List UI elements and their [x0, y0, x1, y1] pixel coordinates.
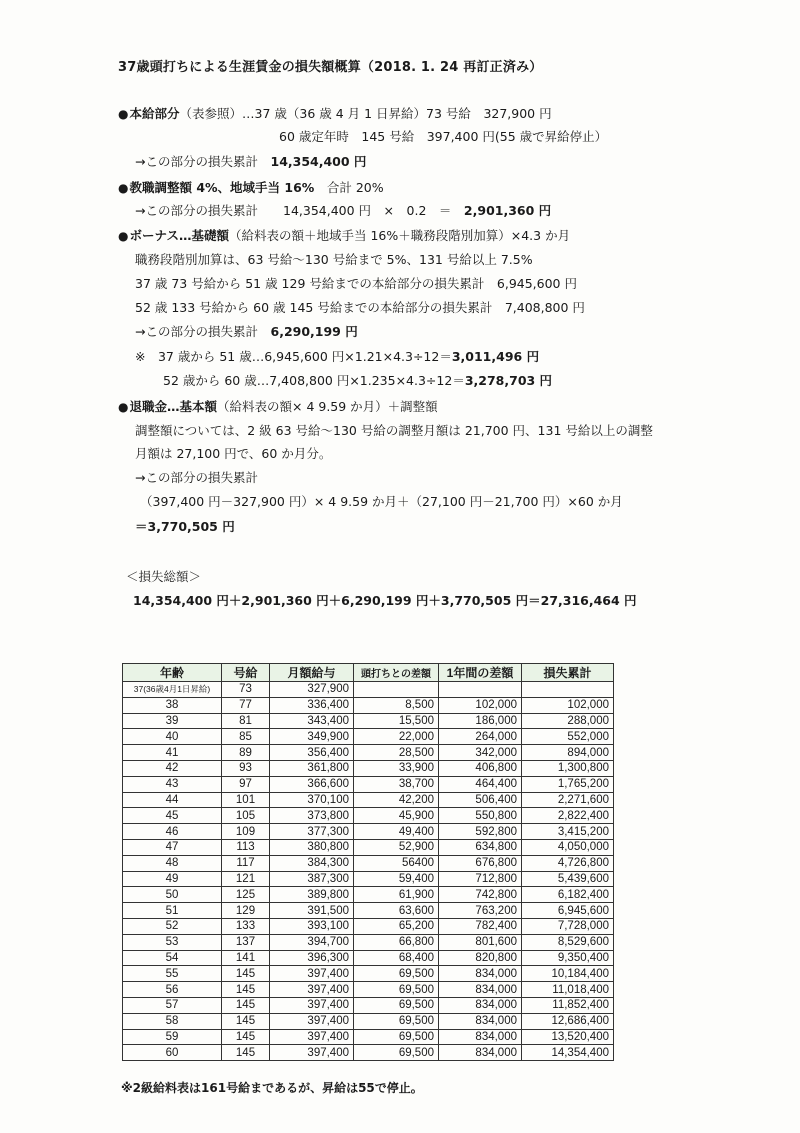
cell-yearly: 834,000 [439, 1013, 522, 1029]
cell-age: 46 [123, 824, 222, 840]
retire-heading-line [118, 399, 438, 415]
cell-yearly: 506,400 [439, 792, 522, 808]
cell-age: 54 [123, 950, 222, 966]
cell-monthly: 397,400 [270, 997, 354, 1013]
cell-age: 51 [123, 903, 222, 919]
cell-yearly: 102,000 [439, 697, 522, 713]
bonus-heading-rest: （給料表の額＋地域手当 16%＋職務段階別加算）×4.3 か月 [229, 228, 571, 243]
table-row [123, 887, 614, 903]
col-header-diff: 頭打ちとの差額 [354, 664, 439, 682]
adjust-result [135, 203, 551, 219]
cell-diff: 69,500 [354, 966, 439, 982]
retire-line5: ＝3,770,505 円 [135, 519, 235, 534]
table-row [123, 839, 614, 855]
cell-age: 47 [123, 839, 222, 855]
table-row [123, 760, 614, 776]
cell-monthly: 377,300 [270, 824, 354, 840]
col-header-cumulative: 損失累計 [522, 664, 614, 682]
cell-grade: 97 [222, 776, 270, 792]
cell-cumulative: 3,415,200 [522, 824, 614, 840]
cell-age: 37(36歳4月1日昇給) [123, 682, 222, 698]
cell-cumulative: 2,271,600 [522, 792, 614, 808]
cell-monthly: 336,400 [270, 697, 354, 713]
cell-age: 39 [123, 713, 222, 729]
cell-monthly: 387,300 [270, 871, 354, 887]
cell-yearly: 712,800 [439, 871, 522, 887]
cell-yearly: 464,400 [439, 776, 522, 792]
cell-diff: 49,400 [354, 824, 439, 840]
cell-diff: 59,400 [354, 871, 439, 887]
table-row [123, 713, 614, 729]
cell-grade: 125 [222, 887, 270, 903]
cell-monthly: 373,800 [270, 808, 354, 824]
cell-monthly: 384,300 [270, 855, 354, 871]
cell-age: 49 [123, 871, 222, 887]
cell-diff: 61,900 [354, 887, 439, 903]
cell-grade: 101 [222, 792, 270, 808]
table-row [123, 682, 614, 698]
cell-cumulative: 288,000 [522, 713, 614, 729]
cell-age: 41 [123, 745, 222, 761]
cell-cumulative: 8,529,600 [522, 934, 614, 950]
cell-diff: 42,200 [354, 792, 439, 808]
cell-monthly: 397,400 [270, 1029, 354, 1045]
salary-table [122, 663, 614, 1061]
cell-grade: 145 [222, 982, 270, 998]
cell-monthly: 393,100 [270, 918, 354, 934]
base-heading: ● 本給部分 [118, 106, 180, 121]
cell-diff: 69,500 [354, 1013, 439, 1029]
cell-grade: 77 [222, 697, 270, 713]
bonus-result-prefix: →この部分の損失累計 [135, 324, 258, 339]
table-row [123, 1029, 614, 1045]
total-value: 14,354,400 円＋2,901,360 円＋6,290,199 円＋3,770,505 円＝27,316,464 円 [133, 593, 637, 608]
cell-grade: 113 [222, 839, 270, 855]
retire-line3: →この部分の損失累計 [135, 470, 258, 485]
cell-grade: 133 [222, 918, 270, 934]
cell-cumulative [522, 682, 614, 698]
cell-monthly: 397,400 [270, 966, 354, 982]
cell-diff: 45,900 [354, 808, 439, 824]
cell-monthly: 370,100 [270, 792, 354, 808]
cell-yearly: 801,600 [439, 934, 522, 950]
retire-heading-rest: （給料表の額× 4 9.59 か月）＋調整額 [217, 399, 438, 414]
cell-grade: 121 [222, 871, 270, 887]
table-row [123, 776, 614, 792]
cell-cumulative: 6,182,400 [522, 887, 614, 903]
table-row [123, 950, 614, 966]
cell-monthly: 394,700 [270, 934, 354, 950]
bonus-calc1-prefix: ※ 37 歳から 51 歳…6,945,600 円×1.21×4.3÷12＝ [135, 349, 452, 364]
cell-yearly: 834,000 [439, 997, 522, 1013]
table-row [123, 824, 614, 840]
base-result [135, 154, 366, 170]
cell-cumulative: 9,350,400 [522, 950, 614, 966]
cell-grade: 85 [222, 729, 270, 745]
cell-yearly: 676,800 [439, 855, 522, 871]
cell-cumulative: 11,018,400 [522, 982, 614, 998]
cell-monthly: 397,400 [270, 1045, 354, 1061]
cell-age: 45 [123, 808, 222, 824]
bonus-result [135, 324, 358, 340]
cell-age: 57 [123, 997, 222, 1013]
cell-diff: 69,500 [354, 997, 439, 1013]
cell-cumulative: 5,439,600 [522, 871, 614, 887]
table-row [123, 966, 614, 982]
cell-yearly: 186,000 [439, 713, 522, 729]
cell-age: 53 [123, 934, 222, 950]
cell-cumulative: 1,300,800 [522, 760, 614, 776]
cell-diff: 56400 [354, 855, 439, 871]
cell-yearly: 834,000 [439, 966, 522, 982]
cell-cumulative: 552,000 [522, 729, 614, 745]
cell-monthly: 397,400 [270, 982, 354, 998]
cell-age: 44 [123, 792, 222, 808]
cell-yearly: 763,200 [439, 903, 522, 919]
cell-yearly: 742,800 [439, 887, 522, 903]
cell-yearly: 834,000 [439, 1029, 522, 1045]
bonus-calc2 [163, 373, 552, 389]
retire-heading: ● 退職金…基本額 [118, 399, 217, 414]
cell-age: 56 [123, 982, 222, 998]
cell-diff: 66,800 [354, 934, 439, 950]
cell-diff [354, 682, 439, 698]
col-header-age: 年齢 [123, 664, 222, 682]
cell-diff: 52,900 [354, 839, 439, 855]
adjust-heading: ● 教職調整額 4%、地域手当 16% [118, 180, 314, 195]
cell-diff: 68,400 [354, 950, 439, 966]
table-header-row [123, 664, 614, 682]
table-row [123, 918, 614, 934]
base-line1-text: （表参照）…37 歳（36 歳 4 月 1 日昇給）73 号給 327,900 円 [179, 106, 552, 121]
table-row [123, 855, 614, 871]
table-row [123, 997, 614, 1013]
bonus-heading: ● ボーナス…基礎額 [118, 228, 229, 243]
cell-cumulative: 13,520,400 [522, 1029, 614, 1045]
table-row [123, 903, 614, 919]
col-header-monthly: 月額給与 [270, 664, 354, 682]
cell-monthly: 397,400 [270, 1013, 354, 1029]
cell-diff: 38,700 [354, 776, 439, 792]
cell-yearly: 406,800 [439, 760, 522, 776]
adjust-result-calc: 14,354,400 円 × 0.2 ＝ [283, 203, 452, 218]
base-result-prefix: →この部分の損失累計 [135, 154, 258, 169]
cell-yearly: 782,400 [439, 918, 522, 934]
table-row [123, 934, 614, 950]
cell-grade: 109 [222, 824, 270, 840]
cell-monthly: 391,500 [270, 903, 354, 919]
cell-age: 48 [123, 855, 222, 871]
cell-age: 50 [123, 887, 222, 903]
base-line2: 60 歳定年時 145 号給 397,400 円(55 歳で昇給停止） [279, 129, 608, 144]
cell-cumulative: 11,852,400 [522, 997, 614, 1013]
cell-grade: 145 [222, 1045, 270, 1061]
cell-grade: 93 [222, 760, 270, 776]
bonus-calc1-value: 3,011,496 円 [451, 349, 540, 364]
cell-yearly: 550,800 [439, 808, 522, 824]
bonus-calc2-prefix: 52 歳から 60 歳…7,408,800 円×1.235×4.3÷12＝ [163, 373, 465, 388]
cell-cumulative: 12,686,400 [522, 1013, 614, 1029]
cell-diff: 69,500 [354, 1029, 439, 1045]
cell-grade: 145 [222, 1029, 270, 1045]
bonus-line3: 52 歳 133 号給から 60 歳 145 号給までの本給部分の損失累計 7,408,800 円 [135, 300, 585, 315]
cell-diff: 69,500 [354, 1045, 439, 1061]
cell-grade: 105 [222, 808, 270, 824]
total-heading: ＜損失総額＞ [126, 569, 202, 584]
cell-yearly: 264,000 [439, 729, 522, 745]
cell-grade: 141 [222, 950, 270, 966]
cell-grade: 137 [222, 934, 270, 950]
cell-grade: 81 [222, 713, 270, 729]
table-row [123, 982, 614, 998]
retire-line4: （397,400 円－327,900 円）× 4 9.59 か月＋（27,100 円－21,700 円）×60 か月 [140, 494, 623, 509]
adjust-result-value: 2,901,360 円 [463, 203, 552, 218]
cell-cumulative: 2,822,400 [522, 808, 614, 824]
cell-cumulative: 1,765,200 [522, 776, 614, 792]
table-row [123, 1013, 614, 1029]
cell-cumulative: 102,000 [522, 697, 614, 713]
bonus-line2: 37 歳 73 号給から 51 歳 129 号給までの本給部分の損失累計 6,945,600 円 [135, 276, 577, 291]
base-result-value: 14,354,400 円 [270, 154, 367, 169]
cell-yearly: 592,800 [439, 824, 522, 840]
cell-cumulative: 4,726,800 [522, 855, 614, 871]
cell-yearly: 834,000 [439, 982, 522, 998]
col-header-yearly: 1年間の差額 [439, 664, 522, 682]
cell-age: 55 [123, 966, 222, 982]
cell-age: 43 [123, 776, 222, 792]
table-note: ※2級給料表は161号給まであるが、昇給は55で停止。 [121, 1081, 423, 1095]
cell-grade: 145 [222, 997, 270, 1013]
retire-line2: 月額は 27,100 円で、60 か月分。 [135, 446, 332, 461]
cell-monthly: 343,400 [270, 713, 354, 729]
cell-monthly: 366,600 [270, 776, 354, 792]
table-row [123, 1045, 614, 1061]
cell-diff: 65,200 [354, 918, 439, 934]
cell-diff: 69,500 [354, 982, 439, 998]
cell-diff: 28,500 [354, 745, 439, 761]
cell-monthly: 389,800 [270, 887, 354, 903]
cell-diff: 15,500 [354, 713, 439, 729]
table-row [123, 792, 614, 808]
cell-age: 38 [123, 697, 222, 713]
col-header-grade: 号給 [222, 664, 270, 682]
table-row [123, 729, 614, 745]
cell-cumulative: 10,184,400 [522, 966, 614, 982]
cell-age: 42 [123, 760, 222, 776]
cell-cumulative: 14,354,400 [522, 1045, 614, 1061]
cell-yearly: 342,000 [439, 745, 522, 761]
cell-monthly: 380,800 [270, 839, 354, 855]
bonus-line1: 職務段階別加算は、63 号給～130 号給まで 5%、131 号給以上 7.5% [135, 252, 533, 267]
cell-monthly: 349,900 [270, 729, 354, 745]
cell-monthly: 361,800 [270, 760, 354, 776]
cell-age: 58 [123, 1013, 222, 1029]
table-row [123, 871, 614, 887]
cell-diff: 8,500 [354, 697, 439, 713]
cell-yearly [439, 682, 522, 698]
table-row [123, 697, 614, 713]
adjust-heading-rest: 合計 20% [326, 180, 384, 195]
bonus-result-value: 6,290,199 円 [270, 324, 358, 339]
cell-age: 40 [123, 729, 222, 745]
cell-cumulative: 7,728,000 [522, 918, 614, 934]
retire-line1: 調整額については、2 級 63 号給～130 号給の調整月額は 21,700 円、131 号給以上の調整 [135, 423, 653, 438]
cell-cumulative: 4,050,000 [522, 839, 614, 855]
cell-monthly: 356,400 [270, 745, 354, 761]
cell-grade: 89 [222, 745, 270, 761]
cell-grade: 117 [222, 855, 270, 871]
cell-cumulative: 894,000 [522, 745, 614, 761]
bonus-calc2-value: 3,278,703 円 [464, 373, 553, 388]
cell-yearly: 820,800 [439, 950, 522, 966]
cell-grade: 145 [222, 966, 270, 982]
cell-diff: 63,600 [354, 903, 439, 919]
adjust-heading-line [118, 180, 384, 196]
cell-yearly: 834,000 [439, 1045, 522, 1061]
cell-diff: 22,000 [354, 729, 439, 745]
page-title: 37歳頭打ちによる生涯賃金の損失額概算（2018. 1. 24 再訂正済み） [118, 60, 543, 75]
cell-age: 60 [123, 1045, 222, 1061]
cell-cumulative: 6,945,600 [522, 903, 614, 919]
adjust-result-prefix: →この部分の損失累計 [135, 203, 258, 218]
cell-age: 52 [123, 918, 222, 934]
cell-yearly: 634,800 [439, 839, 522, 855]
table-row [123, 808, 614, 824]
table-row [123, 745, 614, 761]
cell-monthly: 396,300 [270, 950, 354, 966]
bonus-heading-line [118, 228, 570, 244]
cell-grade: 73 [222, 682, 270, 698]
bonus-calc1 [135, 349, 539, 365]
base-section-line1 [118, 106, 552, 122]
cell-age: 59 [123, 1029, 222, 1045]
cell-grade: 145 [222, 1013, 270, 1029]
cell-monthly: 327,900 [270, 682, 354, 698]
cell-diff: 33,900 [354, 760, 439, 776]
cell-grade: 129 [222, 903, 270, 919]
